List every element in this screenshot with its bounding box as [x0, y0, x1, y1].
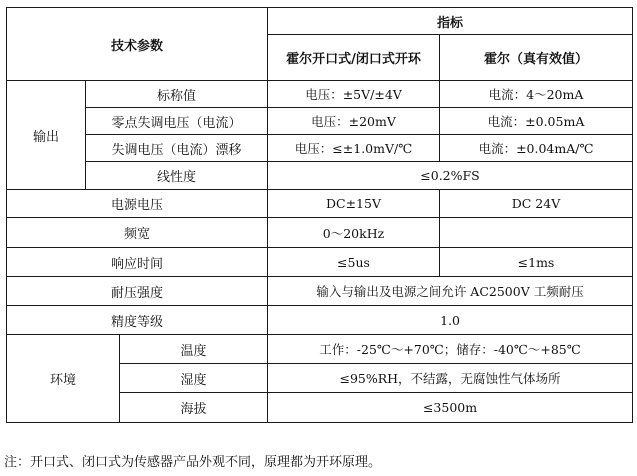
header-indicator: 指标: [268, 8, 633, 35]
param-response-time: 响应时间: [7, 248, 268, 277]
table-header-row: [7, 8, 633, 35]
value-open-offset-drift: 电压：≤±1.0mV/℃: [268, 135, 440, 162]
value-rms-response-time: ≤1ms: [440, 248, 633, 277]
param-humidity: 湿度: [120, 364, 268, 393]
param-accuracy-class: 精度等级: [7, 306, 268, 335]
value-rms-nominal: 电流：4～20mA: [440, 81, 633, 108]
table-row: [7, 277, 633, 306]
param-altitude: 海拔: [120, 393, 268, 423]
table-row: [7, 135, 633, 162]
value-humidity: ≤95%RH，不结露，无腐蚀性气体场所: [268, 364, 633, 393]
param-zero-offset: 零点失调电压（电流）: [86, 108, 268, 135]
group-label-output: 输出: [7, 81, 86, 190]
table-row: [7, 218, 633, 248]
table-row: [7, 335, 633, 364]
value-open-zero-offset: 电压：±20mV: [268, 108, 440, 135]
table-row: [7, 306, 633, 335]
spec-table: [6, 7, 633, 423]
value-rms-offset-drift: 电流：±0.04mA/℃: [440, 135, 633, 162]
header-tech-params: 技术参数: [7, 8, 268, 81]
table-row: [7, 248, 633, 277]
table-row: [7, 81, 633, 108]
table-row: [7, 190, 633, 218]
header-open-closed: 霍尔开口式/闭口式开环: [268, 35, 440, 81]
param-withstand-voltage: 耐压强度: [7, 277, 268, 306]
value-open-bandwidth: 0～20kHz: [268, 218, 440, 248]
value-rms-zero-offset: 电流：±0.05mA: [440, 108, 633, 135]
param-bandwidth: 频宽: [7, 218, 268, 248]
value-linearity: ≤0.2%FS: [268, 162, 633, 190]
param-nominal: 标称值: [86, 81, 268, 108]
param-linearity: 线性度: [86, 162, 268, 190]
value-open-nominal: 电压：±5V/±4V: [268, 81, 440, 108]
table-row: [7, 162, 633, 190]
table-row: [7, 108, 633, 135]
value-accuracy-class: 1.0: [268, 306, 633, 335]
value-open-response-time: ≤5us: [268, 248, 440, 277]
value-rms-bandwidth: [440, 218, 633, 248]
group-label-environment: 环境: [7, 335, 120, 423]
param-power-supply: 电源电压: [7, 190, 268, 218]
value-withstand-voltage: 输入与输出及电源之间允许 AC2500V 工频耐压: [268, 277, 633, 306]
value-rms-power-supply: DC 24V: [440, 190, 633, 218]
footnote: 注：开口式、闭口式为传感器产品外观不同，原理都为开环原理。: [4, 455, 382, 470]
param-offset-drift: 失调电压（电流）漂移: [86, 135, 268, 162]
value-open-power-supply: DC±15V: [268, 190, 440, 218]
header-true-rms: 霍尔（真有效值）: [440, 35, 633, 81]
value-temperature: 工作：-25℃～+70℃；储存：-40℃～+85℃: [268, 335, 633, 364]
param-temperature: 温度: [120, 335, 268, 364]
value-altitude: ≤3500m: [268, 393, 633, 423]
